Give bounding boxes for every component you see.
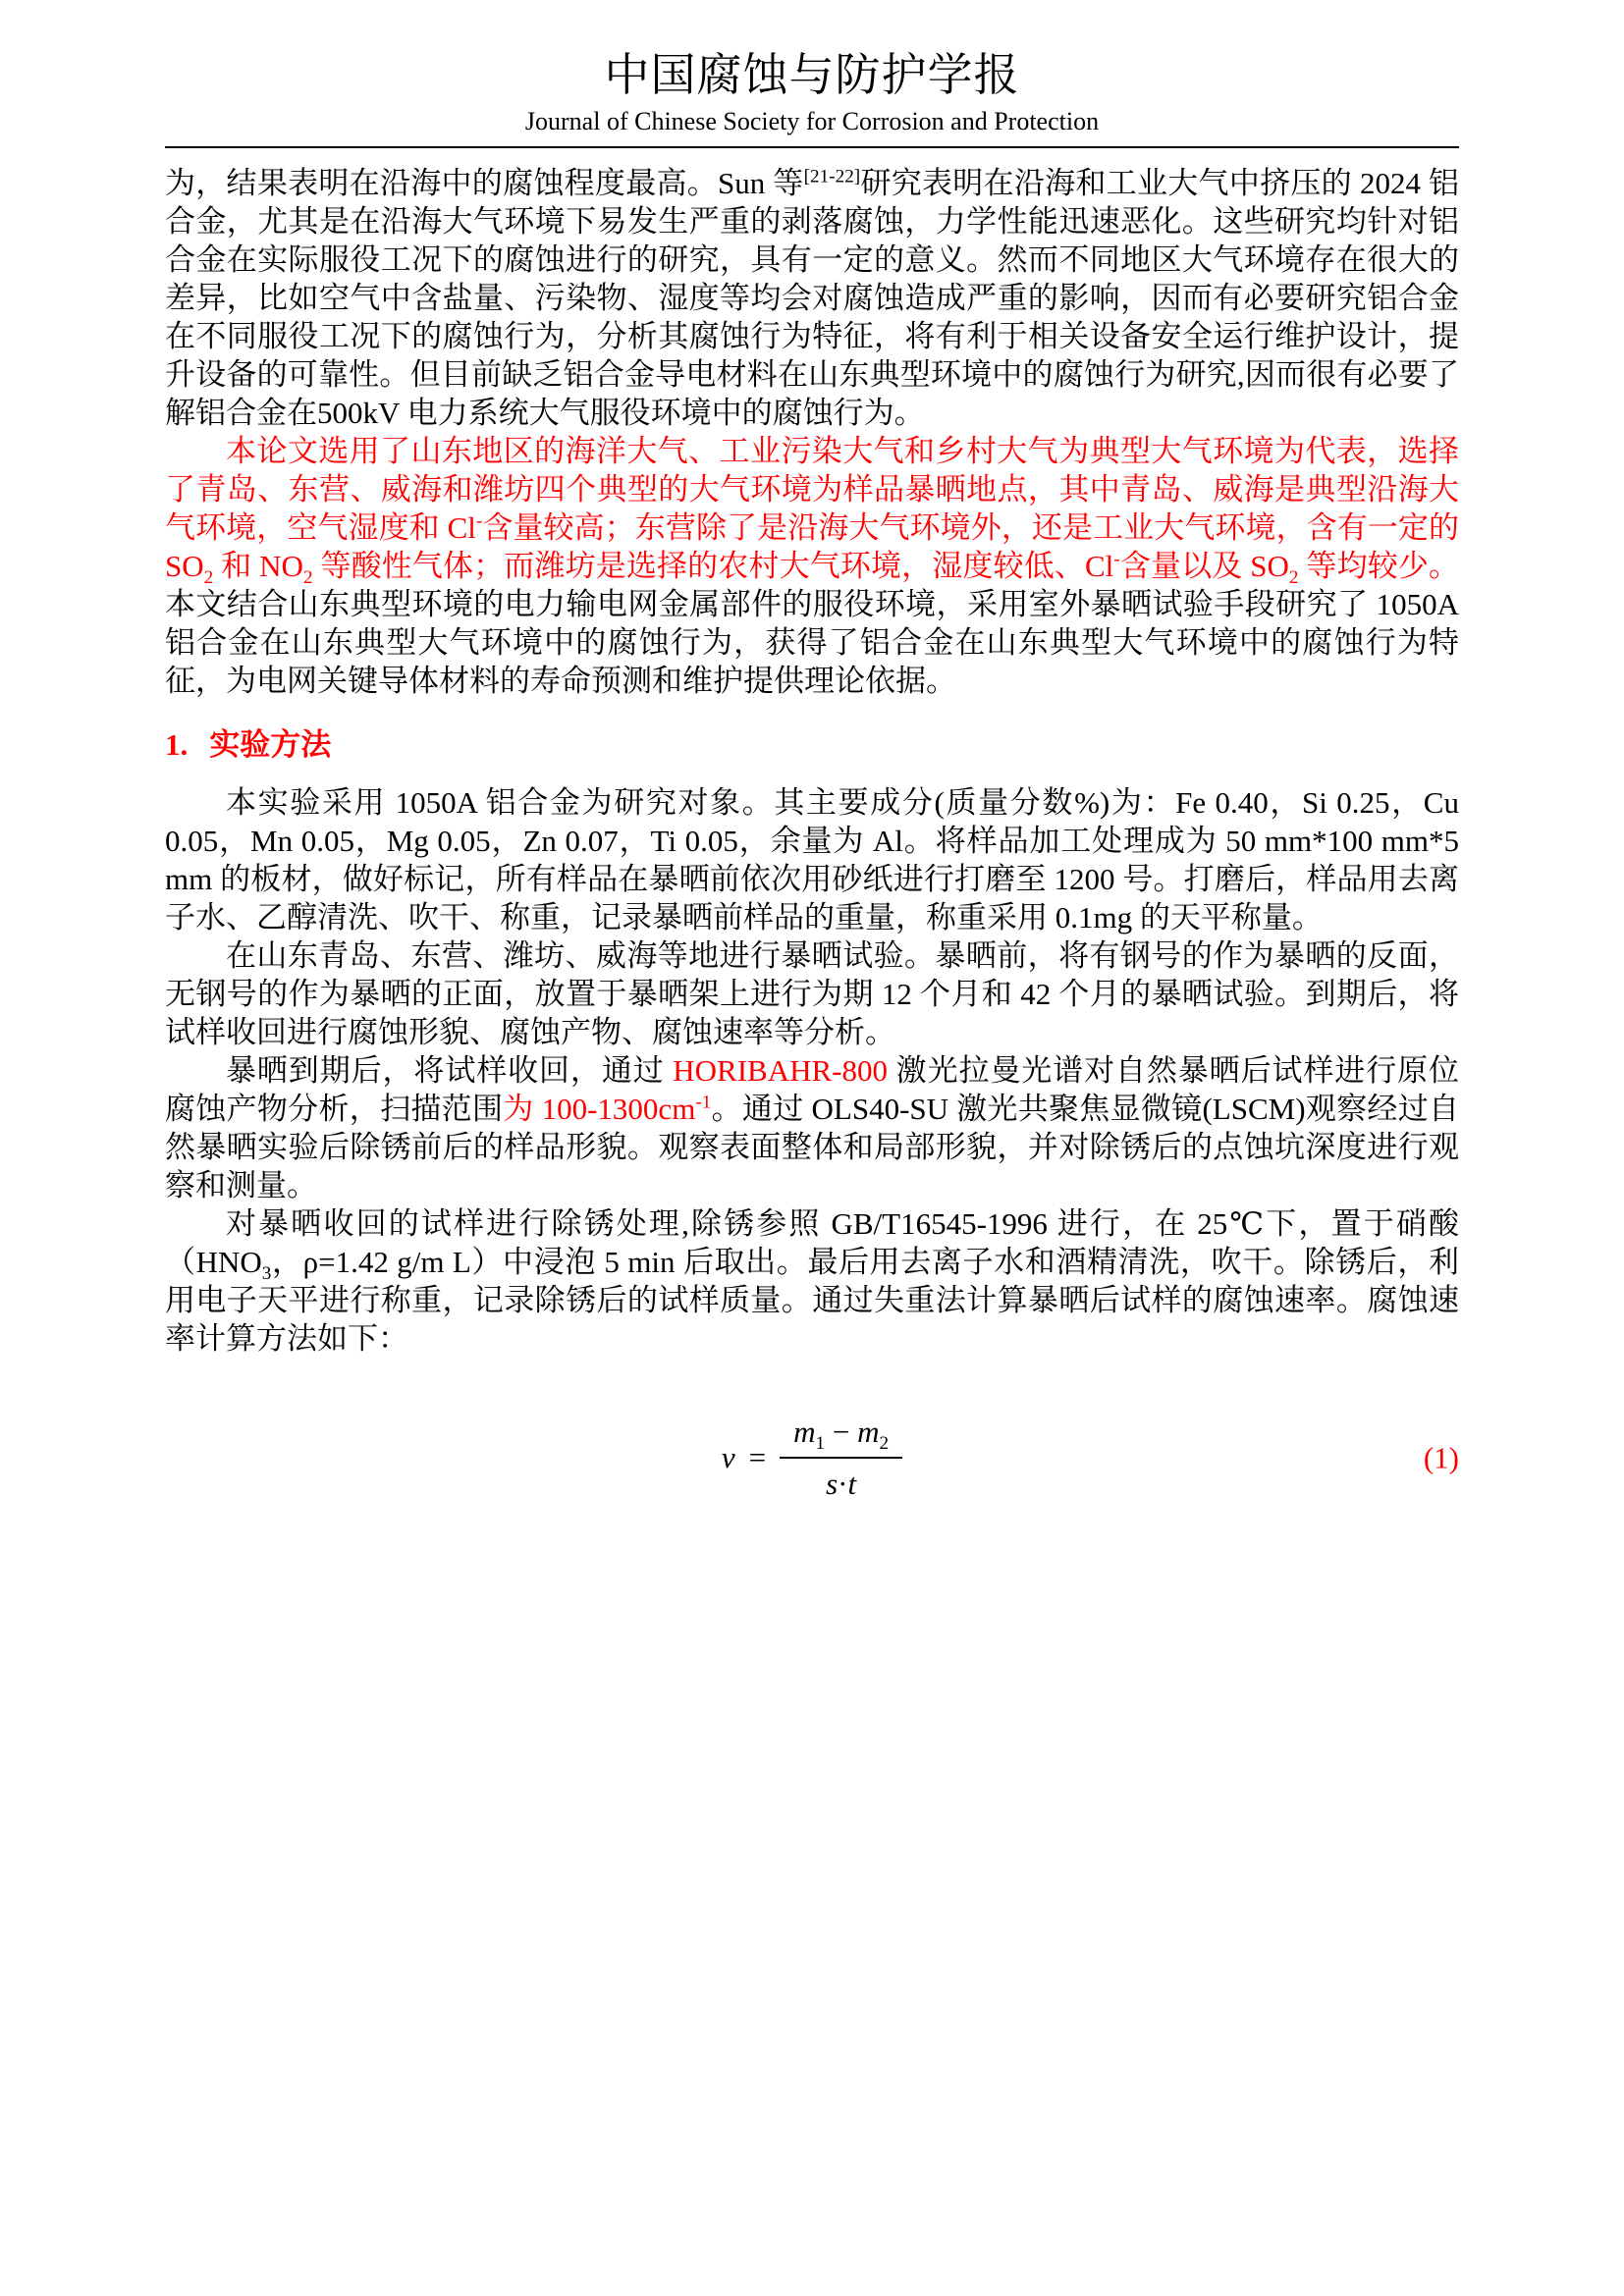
- equation: [722, 1413, 902, 1503]
- text-run: 1: [815, 1432, 826, 1454]
- fraction-numerator: [780, 1413, 902, 1459]
- text-run: -1: [695, 1092, 712, 1113]
- text-run: t: [847, 1466, 857, 1501]
- equation-block: [165, 1403, 1459, 1513]
- text-run: 2: [1288, 566, 1299, 588]
- text-run: 为，结果表明在沿海中的腐蚀程度最高。Sun 等: [165, 165, 804, 200]
- text-run: 暴晒到期后，将试样收回，通过: [226, 1052, 674, 1088]
- text-run: [21-22]: [803, 166, 861, 187]
- section-heading: [165, 725, 1459, 764]
- text-run: 和 NO: [213, 548, 303, 583]
- paragraph: [165, 783, 1459, 936]
- paragraph: [165, 164, 1459, 432]
- journal-header: [165, 47, 1459, 148]
- text-run: 。通过 OLS40-SU 激光共聚焦显微镜(LSCM)观察经过自然暴晒实验后除锈前后的样品形貌。观察表面整体和局部形貌，并对除锈后的点蚀坑深度进行观察和测量。: [165, 1091, 1460, 1202]
- paragraph: [165, 432, 1459, 700]
- text-run: 等酸性气体；而潍坊是选择的农村大气环境，湿度较低、Cl: [312, 548, 1114, 583]
- text-run: m: [793, 1414, 816, 1449]
- text-run: 激光拉曼光谱对自然暴晒后试样进行原位腐蚀产物分析，扫描范围: [165, 1052, 1459, 1126]
- text-run: 对暴晒收回的试样进行除锈处理,除锈参照 GB/T16545-1996 进行，在 25℃下，置于硝酸（HNO: [165, 1205, 1459, 1279]
- journal-subtitle: Journal of Chinese Society for Corrosion and Protection: [524, 106, 1100, 135]
- section-number: 1.: [165, 726, 189, 762]
- text-run: 本文结合山东典型环境的电力输电网金属部件的服役环境，采用室外暴晒试验手段研究了 1050A 铝合金在山东典型大气环境中的腐蚀行为，获得了铝合金在山东典型大气环境中的腐蚀行为特征，为电网关键导体材料的寿命预测和维护提供理论依据。: [165, 586, 1459, 698]
- text-run: 为 100-1300cm: [503, 1091, 696, 1126]
- text-run: 2: [203, 566, 214, 588]
- paragraph: [165, 936, 1459, 1051]
- equals-sign: =: [748, 1440, 767, 1475]
- text-run: m: [857, 1414, 880, 1449]
- text-run: s: [826, 1466, 839, 1501]
- text-run: 含量以及 SO: [1119, 548, 1289, 583]
- text-run: 3: [261, 1262, 272, 1284]
- text-run: HORIBAHR-800: [673, 1052, 889, 1088]
- text-run: −: [825, 1414, 858, 1449]
- fraction-denominator: [826, 1459, 856, 1503]
- journal-title: 中国腐蚀与防护学报: [604, 50, 1020, 100]
- text-run: 等均较少。: [1298, 548, 1459, 583]
- text-run: 本论文选用了山东地区的海洋大气、工业污染大气和乡村大气为典型大气环境为代表，选择了青岛、东营、威海和潍坊四个典型的大气环境为样品暴晒地点，其中青岛、威海是典型沿海大气环境，空气湿度和 Cl: [165, 433, 1459, 545]
- text-run: 本实验采用 1050A 铝合金为研究对象。其主要成分(质量分数%)为：Fe 0.40，Si 0.25，Cu 0.05，Mn 0.05，Mg 0.05，Zn 0.07，Ti 0.05，余量为 Al。将样品加工处理成为 50 mm*100 mm*5 mm 的板材，做好标记，所有样品在暴晒前依次用砂纸进行打磨至 1200 号。打磨后，样品用去离子水、乙醇清洗、吹干、称重，记录暴晒前样品的重量，称重采用 0.1mg 的天平称量。: [165, 784, 1459, 934]
- text-run: 含量较高；东营除了是沿海大气环境外，还是工业大气环境，含有一定的 SO: [165, 509, 1459, 583]
- text-run: 研究表明在沿海和工业大气中挤压的 2024 铝合金，尤其是在沿海大气环境下易发生严重的剥落腐蚀，力学性能迅速恶化。这些研究均针对铝合金在实际服役工况下的腐蚀进行的研究，具有一定的意义。然而不同地区大气环境存在很大的差异，比如空气中含盐量、污染物、湿度等均会对腐蚀造成严重的影响，因而有必要研究铝合金在不同服役工况下的腐蚀行为，分析其腐蚀行为特征，将有利于相关设备安全运行维护设计，提升设备的可靠性。但目前缺乏铝合金导电材料在山东典型环境中的腐蚀行为研究,因而很有必要了解铝合金在500kV 电力系统大气服役环境中的腐蚀行为。: [165, 165, 1459, 430]
- section-title: 实验方法: [209, 726, 332, 762]
- fraction: [780, 1413, 902, 1503]
- text-run: -: [475, 510, 483, 532]
- text-run: -: [1113, 549, 1120, 570]
- paragraph: [165, 1051, 1459, 1204]
- equation-lhs: v: [721, 1440, 735, 1475]
- header-divider: [165, 146, 1459, 148]
- equation-number: (1): [1423, 1440, 1459, 1475]
- text-run: 在山东青岛、东营、潍坊、威海等地进行暴晒试验。暴晒前，将有钢号的作为暴晒的反面，无钢号的作为暴晒的正面，放置于暴晒架上进行为期 12 个月和 42 个月的暴晒试验。到期后，将试样收回进行腐蚀形貌、腐蚀产物、腐蚀速率等分析。: [165, 937, 1459, 1049]
- text-run: 2: [302, 566, 313, 588]
- paragraph: [165, 1204, 1459, 1358]
- document-body: [165, 164, 1459, 1513]
- text-run: ·: [838, 1466, 848, 1501]
- text-run: 2: [879, 1432, 890, 1454]
- text-run: ，ρ=1.42 g/m L）中浸泡 5 min 后取出。最后用去离子水和酒精清洗，吹干。除锈后，利用电子天平进行称重，记录除锈后的试样质量。通过失重法计算暴晒后试样的腐蚀速率。腐蚀速率计算方法如下：: [165, 1244, 1459, 1356]
